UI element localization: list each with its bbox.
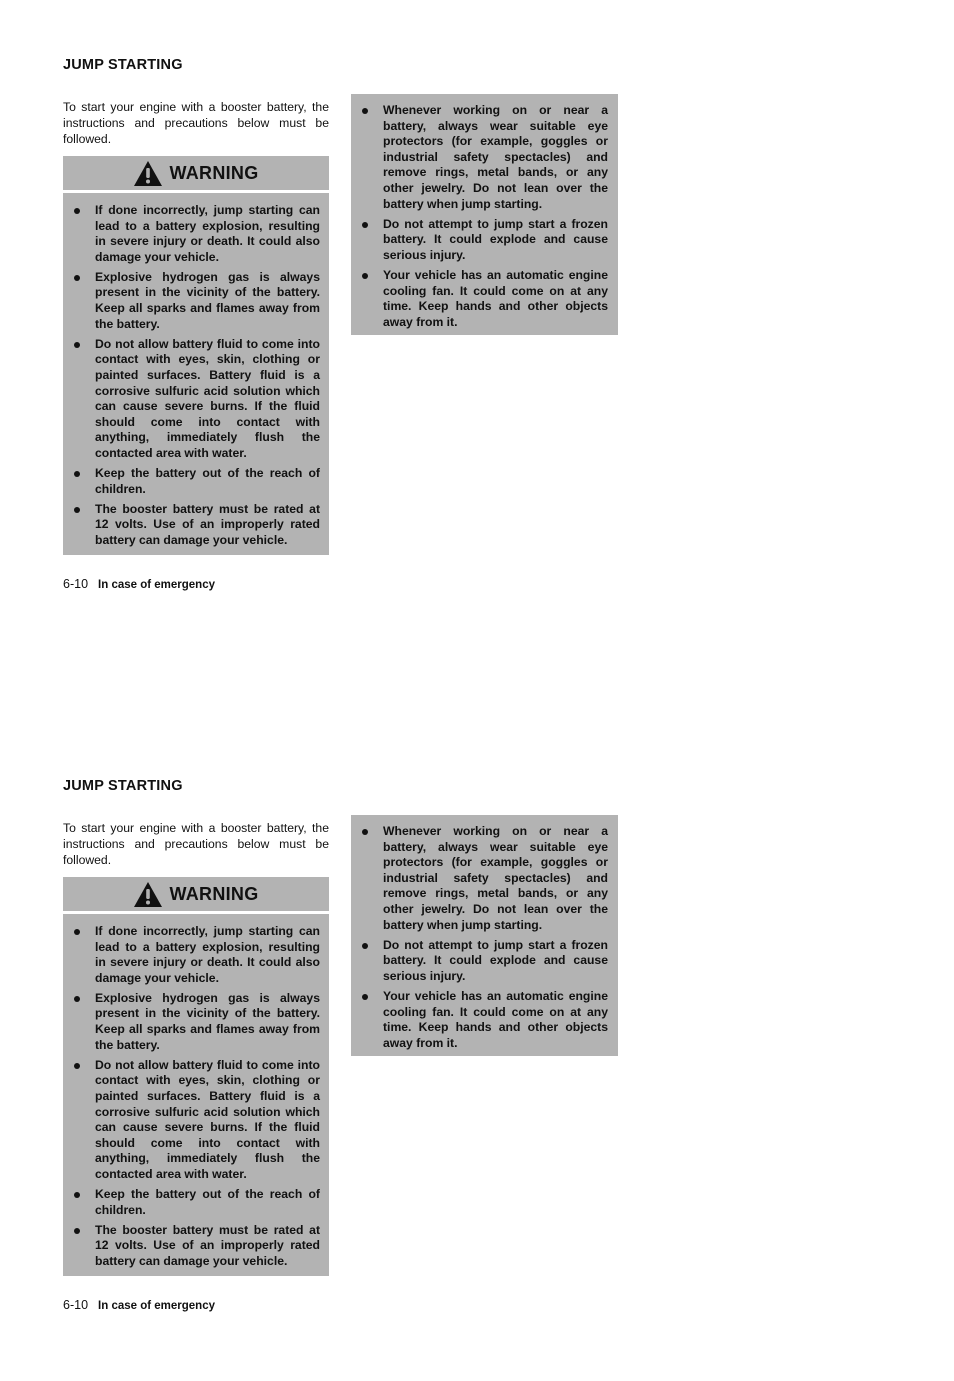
warning-triangle-icon bbox=[133, 881, 163, 908]
bullet-icon bbox=[74, 342, 80, 348]
warning-box-right bbox=[351, 94, 618, 335]
bullet-icon bbox=[362, 222, 368, 228]
list-item: Keep the battery out of the reach of children. bbox=[73, 1187, 320, 1218]
bullet-icon bbox=[74, 507, 80, 513]
warning-box-left bbox=[63, 914, 329, 1276]
warning-label: WARNING bbox=[169, 883, 259, 904]
list-item: Keep the battery out of the reach of children. bbox=[73, 466, 320, 497]
list-item: Do not attempt to jump start a frozen battery. It could explode and cause serious injury. bbox=[361, 217, 608, 264]
list-item: The booster battery must be rated at 12 volts. Use of an improperly rated battery can damage your vehicle. bbox=[73, 1223, 320, 1270]
page-footer bbox=[63, 1298, 215, 1312]
list-item: The booster battery must be rated at 12 volts. Use of an improperly rated battery can damage your vehicle. bbox=[73, 502, 320, 549]
page-footer bbox=[63, 577, 215, 591]
chapter-name: In case of emergency bbox=[98, 579, 216, 591]
intro-paragraph: To start your engine with a booster battery, the instructions and precautions below must be followed. bbox=[63, 821, 329, 867]
list-item: Your vehicle has an automatic engine cooling fan. It could come on at any time. Keep hands and other objects away from it. bbox=[361, 989, 608, 1051]
list-item: Do not allow battery fluid to come into contact with eyes, skin, clothing or painted surfaces. Battery fluid is a corrosive sulfuric acid solution which can cause severe burns. If the fluid should come into contact with anything, immediately flush the contacted area with water. bbox=[73, 337, 320, 462]
bullet-icon bbox=[74, 208, 80, 214]
bullet-icon bbox=[74, 275, 80, 281]
warning-box-right bbox=[351, 815, 618, 1056]
bullet-icon bbox=[74, 471, 80, 477]
bullet-icon bbox=[362, 994, 368, 1000]
bullet-icon bbox=[74, 1063, 80, 1069]
warning-triangle-icon bbox=[133, 160, 163, 187]
list-item: Do not allow battery fluid to come into contact with eyes, skin, clothing or painted surfaces. Battery fluid is a corrosive sulfuric acid solution which can cause severe burns. If the fluid should come into contact with anything, immediately flush the contacted area with water. bbox=[73, 1058, 320, 1183]
list-item: Explosive hydrogen gas is always present in the vicinity of the battery. Keep all sparks and flames away from the battery. bbox=[73, 991, 320, 1053]
bullet-icon bbox=[74, 1228, 80, 1234]
list-item: Your vehicle has an automatic engine cooling fan. It could come on at any time. Keep hands and other objects away from it. bbox=[361, 268, 608, 330]
list-item: If done incorrectly, jump starting can lead to a battery explosion, resulting in severe injury or death. It could also damage your vehicle. bbox=[73, 924, 320, 986]
bullet-icon bbox=[362, 829, 368, 835]
section-title: JUMP STARTING bbox=[63, 57, 183, 73]
manual-page-1 bbox=[0, 0, 954, 660]
chapter-name: In case of emergency bbox=[98, 1300, 216, 1312]
list-item: Whenever working on or near a battery, always wear suitable eye protectors (for example, goggles or industrial safety spectacles) and remove rings, metal bands, or any other jewelry. Do not lean over the battery when jump starting. bbox=[361, 824, 608, 933]
bullet-icon bbox=[74, 996, 80, 1002]
bullet-icon bbox=[74, 929, 80, 935]
intro-paragraph: To start your engine with a booster battery, the instructions and precautions below must be followed. bbox=[63, 100, 329, 146]
warning-box-left bbox=[63, 193, 329, 555]
warning-header bbox=[63, 877, 329, 911]
manual-page-2 bbox=[0, 721, 954, 1381]
warning-header bbox=[63, 156, 329, 190]
page-number: 6-10 bbox=[63, 577, 89, 591]
list-item: Do not attempt to jump start a frozen battery. It could explode and cause serious injury. bbox=[361, 938, 608, 985]
bullet-icon bbox=[74, 1192, 80, 1198]
list-item: If done incorrectly, jump starting can lead to a battery explosion, resulting in severe injury or death. It could also damage your vehicle. bbox=[73, 203, 320, 265]
list-item: Explosive hydrogen gas is always present in the vicinity of the battery. Keep all sparks and flames away from the battery. bbox=[73, 270, 320, 332]
page-number: 6-10 bbox=[63, 1298, 89, 1312]
bullet-icon bbox=[362, 943, 368, 949]
warning-label: WARNING bbox=[169, 162, 259, 183]
bullet-icon bbox=[362, 273, 368, 279]
section-title: JUMP STARTING bbox=[63, 778, 183, 794]
bullet-icon bbox=[362, 108, 368, 114]
list-item: Whenever working on or near a battery, always wear suitable eye protectors (for example, goggles or industrial safety spectacles) and remove rings, metal bands, or any other jewelry. Do not lean over the battery when jump starting. bbox=[361, 103, 608, 212]
